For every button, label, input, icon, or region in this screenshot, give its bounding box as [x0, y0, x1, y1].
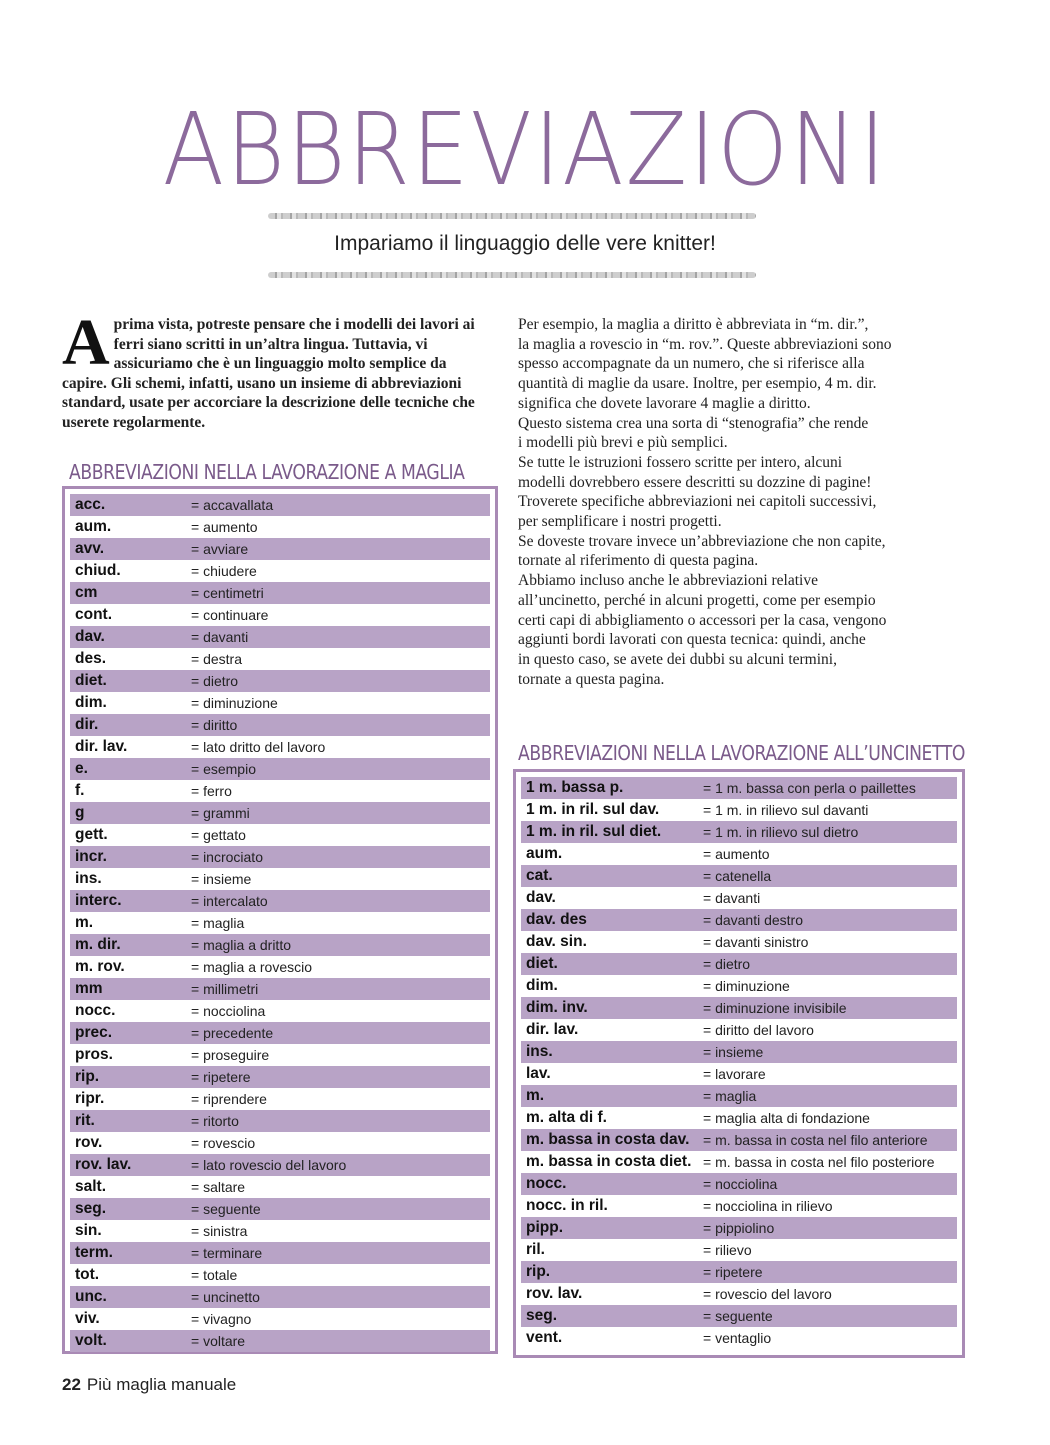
abbreviation: prec. [75, 1024, 113, 1041]
table-row [70, 1110, 490, 1132]
abbreviation-meaning: = voltare [191, 1333, 246, 1349]
table-row [70, 1066, 490, 1088]
abbreviation: rip. [75, 1068, 100, 1085]
table-row [521, 931, 957, 953]
table-row [521, 1217, 957, 1239]
abbreviation: 1 m. in ril. sul diet. [526, 823, 662, 840]
abbreviation: avv. [75, 540, 105, 557]
table-row [70, 802, 490, 824]
abbreviation: m. alta di f. [526, 1109, 607, 1126]
page-subtitle: Impariamo il linguaggio delle vere knitter! [334, 232, 716, 255]
table-row [70, 890, 490, 912]
table-row [521, 821, 957, 843]
abbreviation-meaning: = rilievo [703, 1242, 752, 1258]
abbreviation: m. bassa in costa dav. [526, 1131, 690, 1148]
table-row [70, 868, 490, 890]
body-line: in questo caso, se avete dei dubbi su alcuni termini, [518, 650, 837, 668]
abbreviation-meaning: = maglia [703, 1088, 757, 1104]
abbreviation: ins. [526, 1043, 553, 1060]
abbreviation-meaning: = rovescio del lavoro [703, 1286, 832, 1302]
abbreviation-meaning: = insieme [191, 871, 252, 887]
page-footer [62, 1375, 236, 1395]
abbreviation: m. bassa in costa diet. [526, 1153, 692, 1170]
decorative-divider-top [268, 213, 756, 219]
abbreviation: diet. [526, 955, 558, 972]
table-row [70, 846, 490, 868]
table-row [70, 736, 490, 758]
abbreviation: dav. [75, 628, 105, 645]
abbreviation-meaning: = ferro [191, 783, 232, 799]
abbreviation-meaning: = nocciolina [191, 1003, 266, 1019]
intro-paragraph [62, 306, 494, 432]
table-row [521, 909, 957, 931]
abbreviation-meaning: = diritto [191, 717, 238, 733]
abbreviation: mm [75, 980, 103, 997]
abbreviation-meaning: = dietro [191, 673, 239, 689]
abbreviation-meaning: = esempio [191, 761, 256, 777]
table-row [521, 1305, 957, 1327]
abbreviation-meaning: = catenella [703, 868, 772, 884]
table-row [521, 865, 957, 887]
abbreviation-meaning: = destra [191, 651, 242, 667]
table-row [521, 1019, 957, 1041]
abbreviation-meaning: = avviare [191, 541, 249, 557]
abbreviation-meaning: = ripetere [703, 1264, 763, 1280]
abbreviation-meaning: = 1 m. bassa con perla o paillettes [703, 780, 916, 796]
crochet-section-title: ABBREVIAZIONI NELLA LAVORAZIONE ALL’UNCINETTO [518, 741, 965, 765]
body-line: Se tutte le istruzioni fossero scritte per intero, alcuni [518, 453, 843, 471]
table-row [70, 626, 490, 648]
abbreviation: dir. lav. [75, 738, 128, 755]
abbreviation-meaning: = gettato [191, 827, 246, 843]
body-line: aggiunti bordi lavorati con questa tecnica: quindi, anche [518, 631, 866, 649]
abbreviation: m. rov. [75, 958, 125, 975]
abbreviation: m. [75, 914, 94, 931]
abbreviation: 1 m. bassa p. [526, 779, 624, 796]
table-row [70, 582, 490, 604]
abbreviation: diet. [75, 672, 107, 689]
table-row [521, 1063, 957, 1085]
abbreviation: m. dir. [75, 936, 121, 953]
abbreviation: gett. [75, 826, 108, 843]
body-line: i modelli più brevi e più semplici. [518, 434, 728, 452]
table-row [70, 1198, 490, 1220]
abbreviation-meaning: = davanti [191, 629, 249, 645]
table-row [70, 714, 490, 736]
drop-cap: A [62, 306, 110, 379]
abbreviation: rov. lav. [75, 1156, 132, 1173]
table-row [70, 1132, 490, 1154]
table-row [521, 1151, 957, 1173]
table-row [521, 843, 957, 865]
abbreviation: aum. [75, 518, 112, 535]
abbreviation-meaning: = millimetri [191, 981, 259, 997]
abbreviation-meaning: = continuare [191, 607, 269, 623]
abbreviation-meaning: = accavallata [191, 497, 274, 513]
abbreviation: tot. [75, 1266, 100, 1283]
abbreviation-meaning: = totale [191, 1267, 238, 1283]
table-row [70, 1176, 490, 1198]
abbreviation: g [75, 804, 85, 821]
body-line: quantità di maglie da usare. Inoltre, per esempio, 4 m. dir. [518, 375, 877, 393]
abbreviation-meaning: = seguente [191, 1201, 261, 1217]
abbreviation: rov. lav. [526, 1285, 583, 1302]
abbreviation: dav. des [526, 911, 587, 928]
abbreviation-meaning: = 1 m. in rilievo sul dietro [703, 824, 859, 840]
table-row [70, 1022, 490, 1044]
table-row [521, 1107, 957, 1129]
table-row [521, 1239, 957, 1261]
abbreviation: cm [75, 584, 98, 601]
body-line: spesso accompagnate da un numero, che si riferisce alla [518, 355, 865, 373]
abbreviation-meaning: = saltare [191, 1179, 246, 1195]
abbreviation: chiud. [75, 562, 121, 579]
magazine-name: Più maglia manuale [86, 1375, 237, 1394]
abbreviation: vent. [526, 1329, 563, 1346]
body-line: tornate al riferimento di questa pagina. [518, 552, 759, 570]
table-row [521, 1041, 957, 1063]
abbreviation-meaning: = ripetere [191, 1069, 251, 1085]
body-line: modelli dovrebbero essere descritti su dozzine di pagine! [518, 473, 872, 491]
abbreviation-meaning: = maglia [191, 915, 245, 931]
table-row [521, 1195, 957, 1217]
page-number: 22 [62, 1375, 81, 1394]
table-row [70, 1000, 490, 1022]
abbreviation: rip. [526, 1263, 551, 1280]
table-row [70, 560, 490, 582]
abbreviation: viv. [75, 1310, 100, 1327]
abbreviation: dim. [526, 977, 558, 994]
abbreviation: aum. [526, 845, 563, 862]
table-row [521, 887, 957, 909]
table-row [521, 1283, 957, 1305]
abbreviation: volt. [75, 1332, 107, 1349]
abbreviation: f. [75, 782, 85, 799]
table-row [521, 975, 957, 997]
table-row [70, 912, 490, 934]
abbreviation-meaning: = diminuzione [703, 978, 790, 994]
abbreviation: interc. [75, 892, 122, 909]
table-row [70, 1088, 490, 1110]
crochet-abbreviations-table [513, 769, 965, 1358]
abbreviation-meaning: = intercalato [191, 893, 268, 909]
abbreviation: ripr. [75, 1090, 105, 1107]
body-line: Per esempio, la maglia a diritto è abbreviata in “m. dir.”, [518, 316, 869, 333]
abbreviation: 1 m. in ril. sul dav. [526, 801, 660, 818]
abbreviation-meaning: = seguente [703, 1308, 773, 1324]
abbreviation-meaning: = incrociato [191, 849, 263, 865]
abbreviation: e. [75, 760, 88, 777]
table-row [70, 956, 490, 978]
knitting-abbreviations-table [62, 486, 498, 1354]
abbreviation: acc. [75, 496, 106, 513]
abbreviation-meaning: = lato rovescio del lavoro [191, 1157, 347, 1173]
abbreviation: seg. [75, 1200, 107, 1217]
abbreviation: dir. [75, 716, 99, 733]
abbreviation: cont. [75, 606, 113, 623]
table-row [70, 1154, 490, 1176]
abbreviation-meaning: = dietro [703, 956, 751, 972]
abbreviation: dir. lav. [526, 1021, 579, 1038]
abbreviation-meaning: = m. bassa in costa nel filo anteriore [703, 1132, 928, 1148]
abbreviation: sin. [75, 1222, 102, 1239]
abbreviation-meaning: = vivagno [191, 1311, 252, 1327]
abbreviation: dav. [526, 889, 556, 906]
abbreviation-meaning: = sinistra [191, 1223, 248, 1239]
abbreviation-meaning: = diminuzione [191, 695, 278, 711]
abbreviation: salt. [75, 1178, 107, 1195]
abbreviation-meaning: = uncinetto [191, 1289, 260, 1305]
abbreviation: rov. [75, 1134, 103, 1151]
table-row [70, 1286, 490, 1308]
table-row [70, 780, 490, 802]
abbreviation-meaning: = davanti sinistro [703, 934, 809, 950]
abbreviation-meaning: = chiudere [191, 563, 257, 579]
table-row [70, 648, 490, 670]
table-row [70, 1264, 490, 1286]
abbreviation-meaning: = nocciolina in rilievo [703, 1198, 833, 1214]
table-row [521, 997, 957, 1019]
abbreviation: ins. [75, 870, 102, 887]
table-row [70, 692, 490, 714]
abbreviation: term. [75, 1244, 113, 1261]
body-line: Troverete specifiche abbreviazioni nei capitoli successivi, [518, 493, 877, 511]
abbreviation-meaning: = maglia a rovescio [191, 959, 313, 975]
table-row [521, 799, 957, 821]
table-row [521, 1173, 957, 1195]
abbreviation: rit. [75, 1112, 95, 1129]
table-row [70, 978, 490, 1000]
table-row [521, 1085, 957, 1107]
table-row [521, 1327, 957, 1349]
abbreviation: pros. [75, 1046, 113, 1063]
abbreviation: lav. [526, 1065, 551, 1082]
abbreviation: ril. [526, 1241, 545, 1258]
abbreviation: nocc. in ril. [526, 1197, 608, 1214]
abbreviation-meaning: = nocciolina [703, 1176, 778, 1192]
body-line: la maglia a rovescio in “m. rov.”. Queste abbreviazioni sono [518, 335, 892, 353]
abbreviation: seg. [526, 1307, 558, 1324]
abbreviation: m. [526, 1087, 545, 1104]
table-row [70, 1044, 490, 1066]
abbreviation-meaning: = maglia alta di fondazione [703, 1110, 870, 1126]
abbreviation-meaning: = davanti [703, 890, 761, 906]
body-line: certi capi di abbigliamento o accessori per la casa, vengono [518, 611, 887, 629]
table-row [70, 934, 490, 956]
table-row [70, 1308, 490, 1330]
table-row [70, 824, 490, 846]
page-title: ABBREVIAZIONI [162, 91, 888, 208]
abbreviation-meaning: = rovescio [191, 1135, 256, 1151]
knitting-section-title: ABBREVIAZIONI NELLA LAVORAZIONE A MAGLIA [69, 460, 465, 484]
body-paragraph [518, 315, 958, 689]
abbreviation: dim. [75, 694, 107, 711]
table-row [70, 516, 490, 538]
decorative-divider-bottom [268, 272, 756, 278]
abbreviation: cat. [526, 867, 553, 884]
abbreviation-meaning: = centimetri [191, 585, 264, 601]
body-line: all’uncinetto, perché in alcuni progetti, come per esempio [518, 591, 876, 609]
abbreviation-meaning: = lavorare [703, 1066, 766, 1082]
abbreviation-meaning: = lato dritto del lavoro [191, 739, 326, 755]
abbreviation: incr. [75, 848, 107, 865]
abbreviation-meaning: = proseguire [191, 1047, 270, 1063]
body-line: Se doveste trovare invece un’abbreviazione che non capite, [518, 532, 886, 550]
table-row [70, 538, 490, 560]
table-row [70, 1220, 490, 1242]
abbreviation: nocc. [75, 1002, 116, 1019]
abbreviation-meaning: = aumento [191, 519, 258, 535]
body-line: Questo sistema crea una sorta di “stenografia” che rende [518, 414, 869, 432]
table-row [70, 1330, 490, 1352]
body-line: per semplificare i nostri progetti. [518, 513, 722, 531]
abbreviation: dav. sin. [526, 933, 587, 950]
table-row [70, 604, 490, 626]
abbreviation-meaning: = diminuzione invisibile [703, 1000, 847, 1016]
abbreviation-meaning: = insieme [703, 1044, 764, 1060]
abbreviation-meaning: = ritorto [191, 1113, 239, 1129]
table-row [521, 1129, 957, 1151]
abbreviation: unc. [75, 1288, 107, 1305]
table-row [70, 494, 490, 516]
body-line: significa che dovete lavorare 4 maglie a diritto. [518, 394, 811, 412]
abbreviation-meaning: = 1 m. in rilievo sul davanti [703, 802, 869, 818]
intro-text: prima vista, potreste pensare che i modelli dei lavori ai ferri siano scritti in un’altra lingua. Tuttavia, vi assicuriamo che è un linguaggio molto semplice da capire. Gli schemi, infatti, usano un insieme di abbreviazioni standard, usate per accorciare la descrizione delle tecniche che userete regolarmente. [62, 316, 475, 431]
abbreviation: des. [75, 650, 107, 667]
table-row [521, 953, 957, 975]
table-row [70, 758, 490, 780]
table-row [521, 1261, 957, 1283]
abbreviation: nocc. [526, 1175, 567, 1192]
abbreviation-meaning: = terminare [191, 1245, 263, 1261]
abbreviation-meaning: = ventaglio [703, 1330, 772, 1346]
abbreviation-meaning: = m. bassa in costa nel filo posteriore [703, 1154, 935, 1170]
table-row [70, 670, 490, 692]
abbreviation-meaning: = precedente [191, 1025, 274, 1041]
abbreviation-meaning: = davanti destro [703, 912, 804, 928]
abbreviation-meaning: = maglia a dritto [191, 937, 291, 953]
abbreviation-meaning: = riprendere [191, 1091, 267, 1107]
table-row [70, 1242, 490, 1264]
abbreviation-meaning: = pippiolino [703, 1220, 775, 1236]
abbreviation-meaning: = aumento [703, 846, 770, 862]
abbreviation: dim. inv. [526, 999, 588, 1016]
body-line: Abbiamo incluso anche le abbreviazioni relative [518, 572, 818, 590]
abbreviation-meaning: = diritto del lavoro [703, 1022, 814, 1038]
abbreviation: pipp. [526, 1219, 564, 1236]
body-line: tornate a questa pagina. [518, 670, 665, 688]
abbreviation-meaning: = grammi [191, 805, 250, 821]
table-row [521, 777, 957, 799]
